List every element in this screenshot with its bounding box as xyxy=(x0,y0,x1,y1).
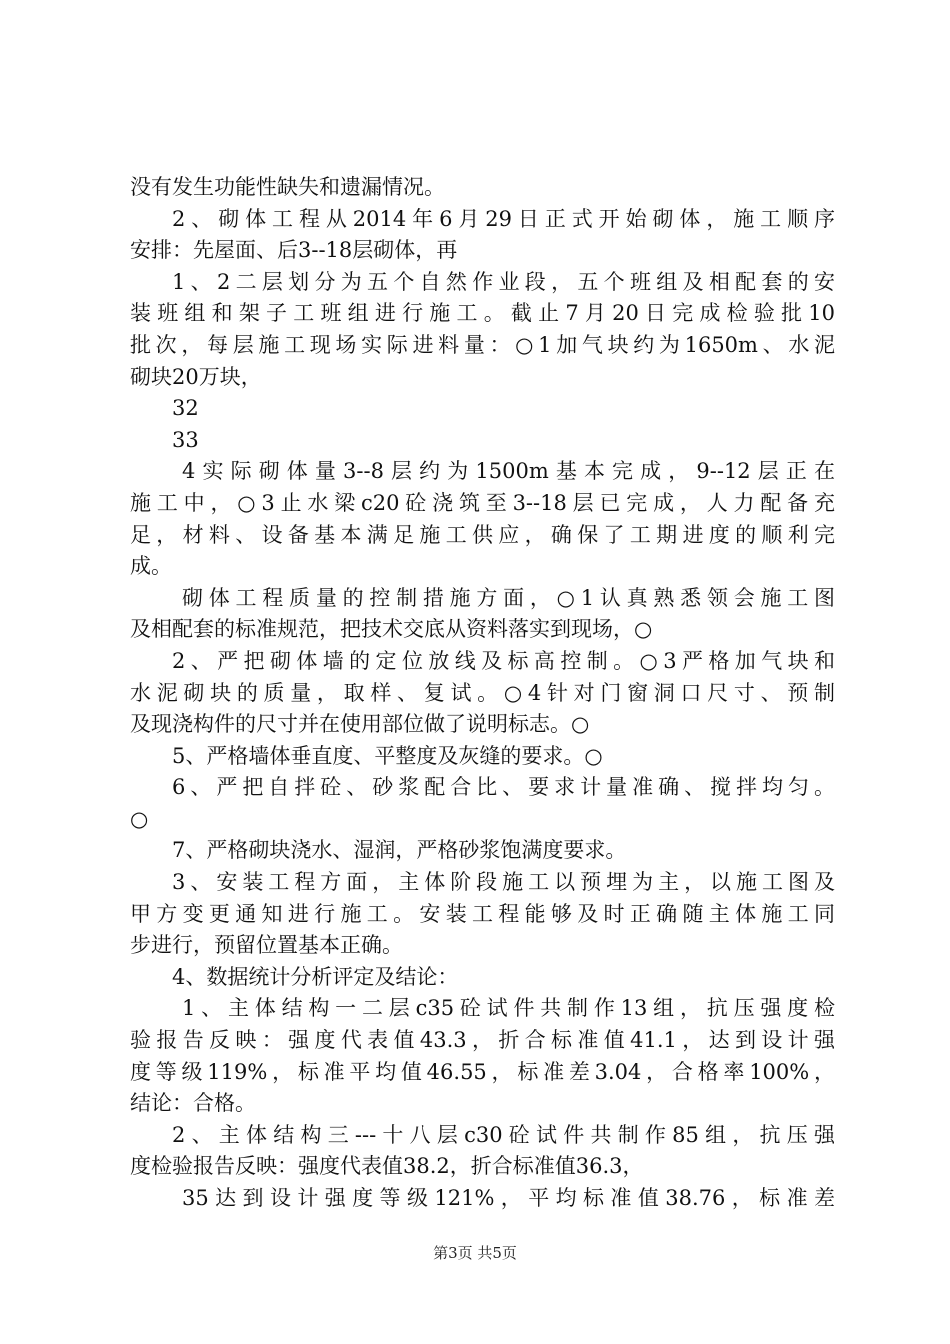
text-line: 批次，每层施工现场实际进料量：○1加气块约为1650m、水泥 xyxy=(130,332,835,357)
text-line: 甲方变更通知进行施工。安装工程能够及时正确随主体施工同 xyxy=(130,901,835,926)
text-line: 2、严把砌体墙的定位放线及标高控制。○3严格加气块和 xyxy=(172,648,835,673)
text-line: 结论：合格。 xyxy=(130,1091,256,1116)
text-line: 2、主体结构三---十八层c30砼试件共制作85组，抗压强 xyxy=(172,1122,835,1147)
text-line: 33 xyxy=(172,427,199,452)
text-line: 4、数据统计分析评定及结论： xyxy=(172,964,459,989)
text-line: 水泥砌块的质量，取样、复试。○4针对门窗洞口尺寸、预制 xyxy=(130,680,835,705)
page-footer: 第3页 共5页 xyxy=(433,1244,517,1262)
text-line: 6、严把自拌砼、砂浆配合比、要求计量准确、搅拌均匀。 xyxy=(172,775,835,800)
text-line: 及现浇构件的尺寸并在使用部位做了说明标志。○ xyxy=(130,712,590,737)
text-line: 施工中，○3止水梁c20砼浇筑至3--18层已完成，人力配备充 xyxy=(130,490,835,515)
text-line: 度等级119%，标准平均值46.55，标准差3.04，合格率100%， xyxy=(130,1059,835,1084)
text-line: 5、严格墙体垂直度、平整度及灰缝的要求。○ xyxy=(172,743,603,768)
text-line: 7、严格砌块浇水、湿润，严格砂浆饱满度要求。 xyxy=(172,838,627,863)
text-line: 2、砌体工程从2014年6月29日正式开始砌体，施工顺序 xyxy=(172,206,835,231)
text-line: 4实际砌体量3--8层约为1500m基本完成，9--12层正在 xyxy=(182,459,835,484)
text-line: 砌块20万块， xyxy=(130,364,262,389)
text-line: 及相配套的标准规范，把技术交底从资料落实到现场，○ xyxy=(130,617,653,642)
text-line: 足，材料、设备基本满足施工供应，确保了工期进度的顺利完 xyxy=(130,522,835,547)
text-line: 1、主体结构一二层c35砼试件共制作13组，抗压强度检 xyxy=(182,996,835,1021)
text-line: 砌体工程质量的控制措施方面，○1认真熟悉领会施工图 xyxy=(182,585,835,610)
text-line: 装班组和架子工班组进行施工。截止7月20日完成检验批10 xyxy=(130,301,835,326)
text-line: 安排：先屋面、后3--18层砌体，再 xyxy=(130,238,458,263)
text-line: 1、2二层划分为五个自然作业段，五个班组及相配套的安 xyxy=(172,269,835,294)
text-line: 3、安装工程方面，主体阶段施工以预埋为主，以施工图及 xyxy=(172,870,835,895)
text-line: 步进行，预留位置基本正确。 xyxy=(130,933,403,958)
text-line: 验报告反映：强度代表值43.3，折合标准值41.1，达到设计强 xyxy=(130,1028,835,1053)
text-line: 32 xyxy=(172,396,199,421)
text-line: 成。 xyxy=(130,554,172,579)
text-line: 度检验报告反映：强度代表值38.2，折合标准值36.3， xyxy=(130,1154,644,1179)
text-line: 35达到设计强度等级121%，平均标准值38.76，标准差 xyxy=(182,1186,835,1210)
text-line: 没有发生功能性缺失和遗漏情况。 xyxy=(130,175,445,199)
text-line: ○ xyxy=(130,806,149,831)
document-body xyxy=(130,172,835,1215)
